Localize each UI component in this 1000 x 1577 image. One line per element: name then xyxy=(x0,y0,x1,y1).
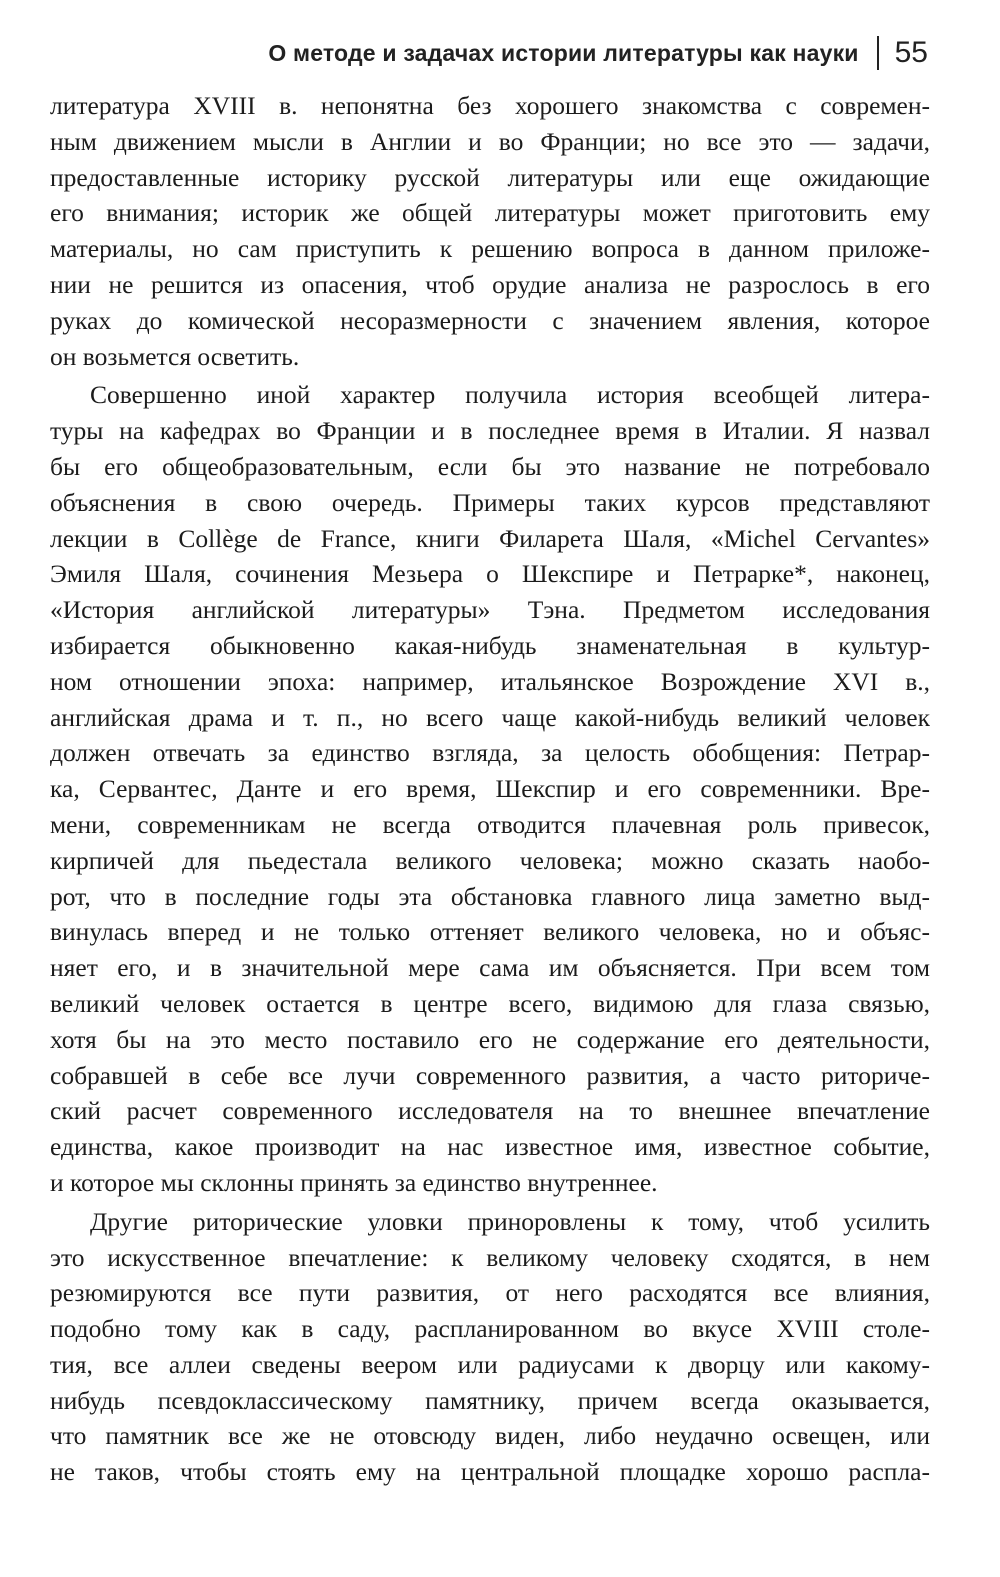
page-number: 55 xyxy=(894,36,928,69)
running-head-title: О методе и задачах истории литературы как науки xyxy=(268,39,859,66)
text-line: должен отвечать за единство взгляда, за целость обобщения: Петрар- xyxy=(50,738,930,768)
text-line: и которое мы склонны принять за единство внутреннее. xyxy=(50,1167,658,1197)
text-line: резюмируются все пути развития, от него расходятся все влияния, xyxy=(50,1278,930,1308)
text-line: кирпичей для пьедестала великого человека; можно сказать наобо- xyxy=(50,845,930,875)
text-line: ский расчет современного исследователя на то внешнее впечатление xyxy=(50,1096,930,1126)
paragraph xyxy=(50,88,930,374)
text-line: что памятник все же не отовсюду виден, либо неудачно освещен, или xyxy=(50,1421,930,1451)
text-line: предоставленные историку русской литературы или еще ожидающие xyxy=(50,162,930,192)
text-line: мени, современникам не всегда отводится плачевная роль привесок, xyxy=(50,809,930,839)
text-line: руках до комической несоразмерности с значением явления, которое xyxy=(50,305,930,335)
body-text xyxy=(50,88,930,1490)
text-line: ным движением мысли в Англии и во Франции; но все это — задачи, xyxy=(50,126,930,156)
text-line: литература XVIII в. непонятна без хорошего знакомства с современ- xyxy=(50,91,930,120)
text-line: он возьмется осветить. xyxy=(50,341,300,371)
text-line: ка, Сервантес, Данте и его время, Шекспир и его современники. Вре- xyxy=(50,774,930,804)
text-line: подобно тому как в саду, распланированном во вкусе XVIII столе- xyxy=(50,1314,930,1344)
text-line: не таков, чтобы стоять ему на центральной площадке хорошо распла- xyxy=(50,1457,930,1487)
text-line: туры на кафедрах во Франции и в последнее время в Италии. Я назвал xyxy=(50,416,930,446)
text-line: английская драма и т. п., но всего чаще какой-нибудь великий человек xyxy=(50,702,930,732)
text-line: Другие риторические уловки приноровлены к тому, чтоб усилить xyxy=(90,1206,930,1236)
text-line: собравшей в себе все лучи современного развития, а часто риториче- xyxy=(50,1060,930,1090)
text-line: единства, какое производит на нас известное имя, известное событие, xyxy=(50,1132,930,1162)
text-line: «История английской литературы» Тэна. Предметом исследования xyxy=(50,595,930,625)
text-line: это искусственное впечатление: к великому человеку сходятся, в нем xyxy=(50,1242,930,1272)
text-line: нии не решится из опасения, чтоб орудие анализа не разрослось в его xyxy=(50,269,930,299)
text-line: ном отношении эпоха: например, итальянское Возрождение XVI в., xyxy=(50,666,930,696)
text-line: бы его общеобразовательным, если бы это название не потребовало xyxy=(50,451,930,481)
text-line: винулась вперед и не только оттеняет великого человека, но и объяс- xyxy=(50,917,930,947)
text-line: избирается обыкновенно какая-нибудь знаменательная в культур- xyxy=(50,630,930,660)
text-line: лекции в Collège de France, книги Филарета Шаля, «Michel Cervantes» xyxy=(50,523,930,553)
running-head xyxy=(268,36,928,70)
paragraph xyxy=(50,1204,930,1490)
paragraph xyxy=(50,377,930,1200)
text-line: хотя бы на это место поставило его не содержание его деятельности, xyxy=(50,1024,930,1054)
text-line: рот, что в последние годы эта обстановка главного лица заметно выд- xyxy=(50,881,930,911)
text-line: объяснения в свою очередь. Примеры таких курсов представляют xyxy=(50,487,930,517)
text-line: Совершенно иной характер получила история всеобщей литера- xyxy=(90,380,930,410)
text-line: его внимания; историк же общей литературы может приготовить ему xyxy=(50,198,930,228)
text-line: великий человек остается в центре всего, видимою для глаза связью, xyxy=(50,988,930,1018)
text-line: Эмиля Шаля, сочинения Мезьера о Шекспире и Петрарке*, наконец, xyxy=(50,559,930,589)
text-line: няет его, и в значительной мере сама им объясняется. При всем том xyxy=(50,953,930,983)
text-line: тия, все аллеи сведены веером или радиусами к дворцу или какому- xyxy=(50,1349,930,1379)
running-head-divider xyxy=(877,36,879,70)
text-line: нибудь псевдоклассическому памятнику, причем всегда оказывается, xyxy=(50,1385,930,1415)
text-line: материалы, но сам приступить к решению вопроса в данном приложе- xyxy=(50,234,930,264)
